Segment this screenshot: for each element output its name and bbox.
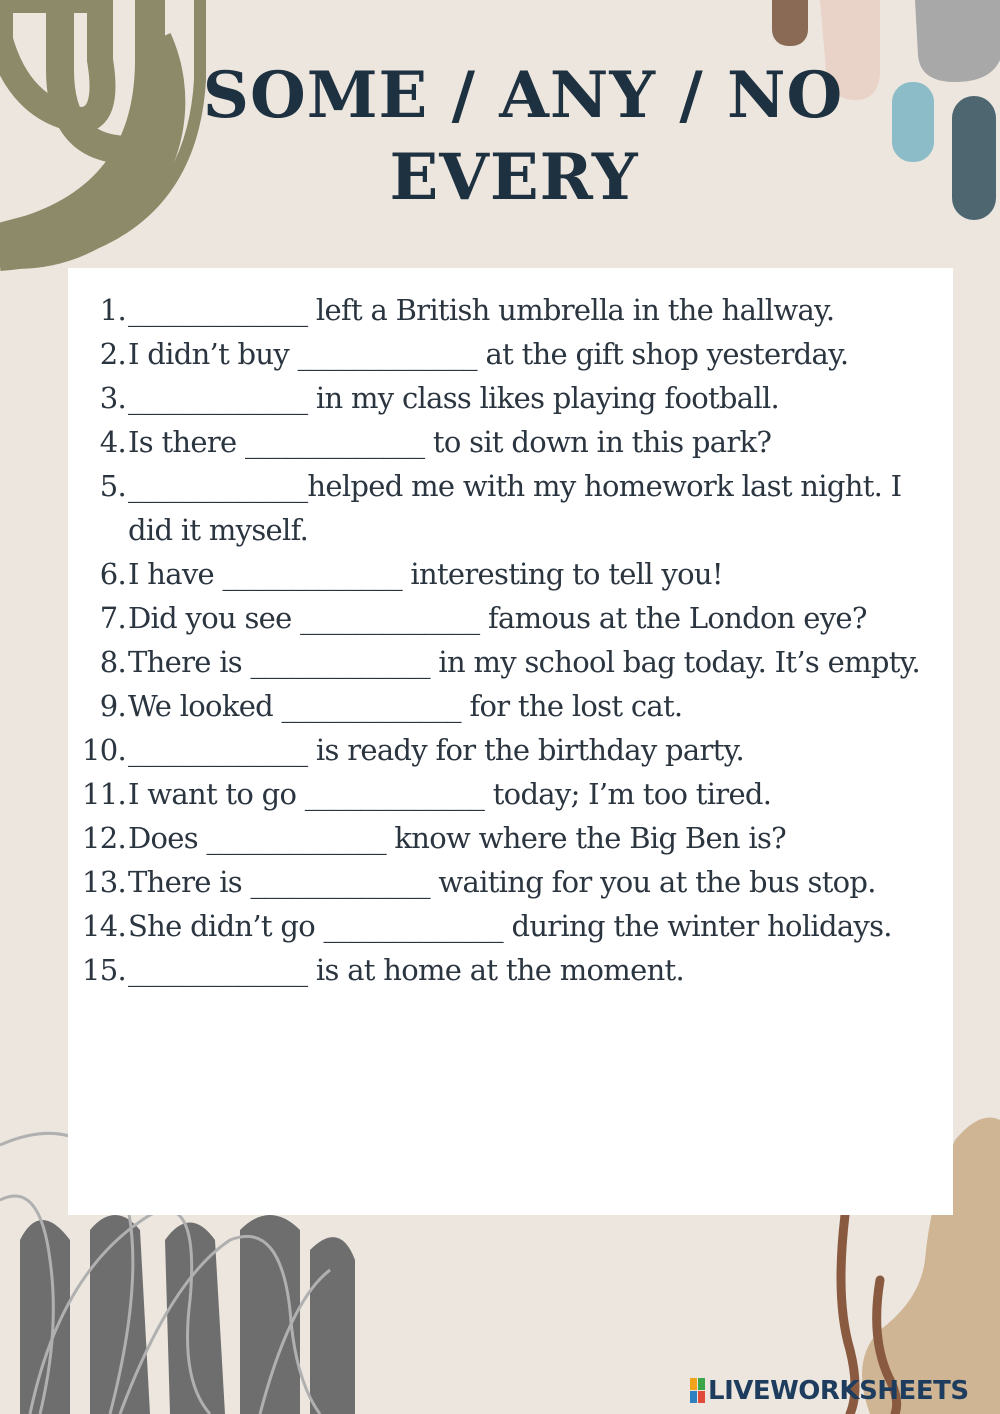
exercise-item-15 [68,948,953,992]
exercise-item-12 [68,816,953,860]
item-number: 15. [81,953,126,987]
exercise-item-7 [68,596,953,640]
item-number: 11. [81,777,126,811]
exercise-item-13 [68,860,953,904]
item-text: Did you see _____________ famous at the London eye? [128,601,867,635]
exercise-item-6 [68,552,953,596]
item-number: 7. [99,601,126,635]
item-number: 2. [99,337,126,371]
item-number: 4. [99,425,126,459]
exercise-item-8 [68,640,953,684]
liveworksheets-logo[interactable] [690,1376,969,1406]
item-number: 13. [81,865,126,899]
liveworksheets-logo-icon [690,1378,706,1404]
item-number: 1. [99,293,126,327]
item-number: 10. [81,733,126,767]
exercise-item-3 [68,376,953,420]
item-text: I didn’t buy _____________ at the gift shop yesterday. [128,337,849,371]
item-text: _____________ left a British umbrella in the hallway. [128,293,835,327]
item-number: 3. [99,381,126,415]
exercise-item-4 [68,420,953,464]
item-text: There is _____________ in my school bag today. It’s empty. [128,645,921,679]
exercise-item-5 [68,464,953,552]
item-text: We looked _____________ for the lost cat. [128,689,683,723]
exercise-item-10 [68,728,953,772]
exercise-card [68,268,953,1215]
exercise-item-9 [68,684,953,728]
item-text: Is there _____________ to sit down in this park? [128,425,772,459]
item-number: 9. [99,689,126,723]
exercise-item-14 [68,904,953,948]
item-text: Does _____________ know where the Big Ben is? [128,821,787,855]
item-number: 14. [81,909,126,943]
item-text: _____________ in my class likes playing football. [128,381,780,415]
item-text: _____________ is at home at the moment. [128,953,685,987]
liveworksheets-logo-text: LIVEWORKSHEETS [708,1376,969,1406]
item-text: She didn’t go _____________ during the winter holidays. [128,909,892,943]
exercise-item-2 [68,332,953,376]
exercise-item-11 [68,772,953,816]
item-number: 12. [81,821,126,855]
item-text: There is _____________ waiting for you at the bus stop. [128,865,876,899]
item-text: _____________helped me with my homework last night. I did it myself. [128,469,902,547]
exercise-list [68,288,953,992]
item-number: 6. [99,557,126,591]
exercise-item-1 [68,288,953,332]
item-text: _____________ is ready for the birthday party. [128,733,744,767]
item-text: I have _____________ interesting to tell you! [128,557,723,591]
worksheet-title: SOME / ANY / NO [202,58,844,133]
item-text: I want to go _____________ today; I’m too tired. [128,777,772,811]
worksheet-subtitle: EVERY [389,140,639,215]
item-number: 5. [99,469,126,503]
item-number: 8. [99,645,126,679]
